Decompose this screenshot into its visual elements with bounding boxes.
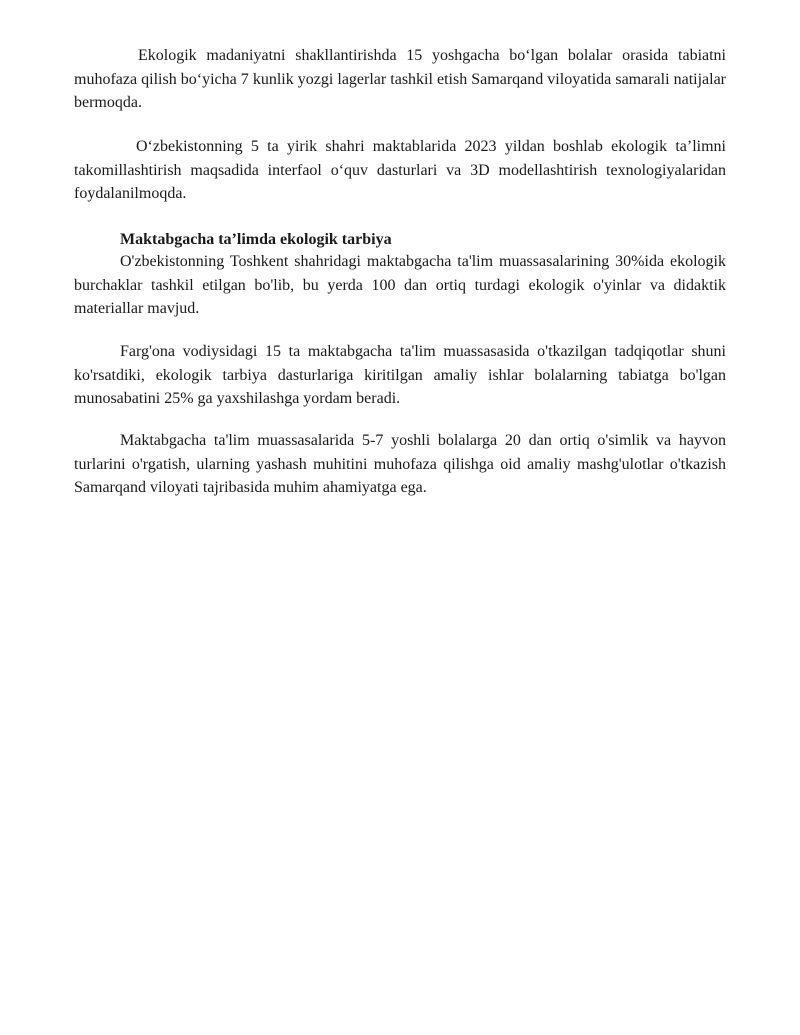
section-heading: Maktabgacha ta’limda ekologik tarbiya [120, 231, 392, 248]
paragraph-summer-camps: Ekologik madaniyatni shakllantirishda 15 yoshgacha bo‘lgan bolalar orasida tabiatni muhofaza qilish bo‘yicha 7 kunlik yozgi lagerlar tashkil etish Samarqand viloyatida samarali natijalar bermoqda. [74, 47, 726, 111]
paragraph-interactive-programs: O‘zbekistonning 5 ta yirik shahri maktablarida 2023 yildan boshlab ekologik ta’limni takomillashtirish maqsadida interfaol o‘quv dasturlari va 3D modellashtirish texnologiyalaridan foydalanilmoqda. [74, 138, 726, 202]
paragraph-fergana-research: Farg'ona vodiysidagi 15 ta maktabgacha ta'lim muassasasida o'tkazilgan tadqiqotlar shuni ko'rsatdiki, ekologik tarbiya dasturlariga kiritilgan amaliy ishlar bolalarning tabiatga bo'lgan munosabatini 25% ga yaxshilashga yordam beradi. [74, 343, 726, 407]
paragraph-samarkand-practice: Maktabgacha ta'lim muassasalarida 5-7 yoshli bolalarga 20 dan ortiq o'simlik va hayvon turlarini o'rgatish, ularning yashash muhitini muhofaza qilishga oid amaliy mashg'ulotlar o'tkazish Samarqand viloyati tajribasida muhim ahamiyatga ega. [74, 432, 726, 496]
paragraph-eco-corners: O'zbekistonning Toshkent shahridagi maktabgacha ta'lim muassasalarining 30%ida ekologik burchaklar tashkil etilgan bo'lib, bu yerda 100 dan ortiq turdagi ekologik o'yinlar va didaktik materiallar mavjud. [74, 253, 726, 317]
